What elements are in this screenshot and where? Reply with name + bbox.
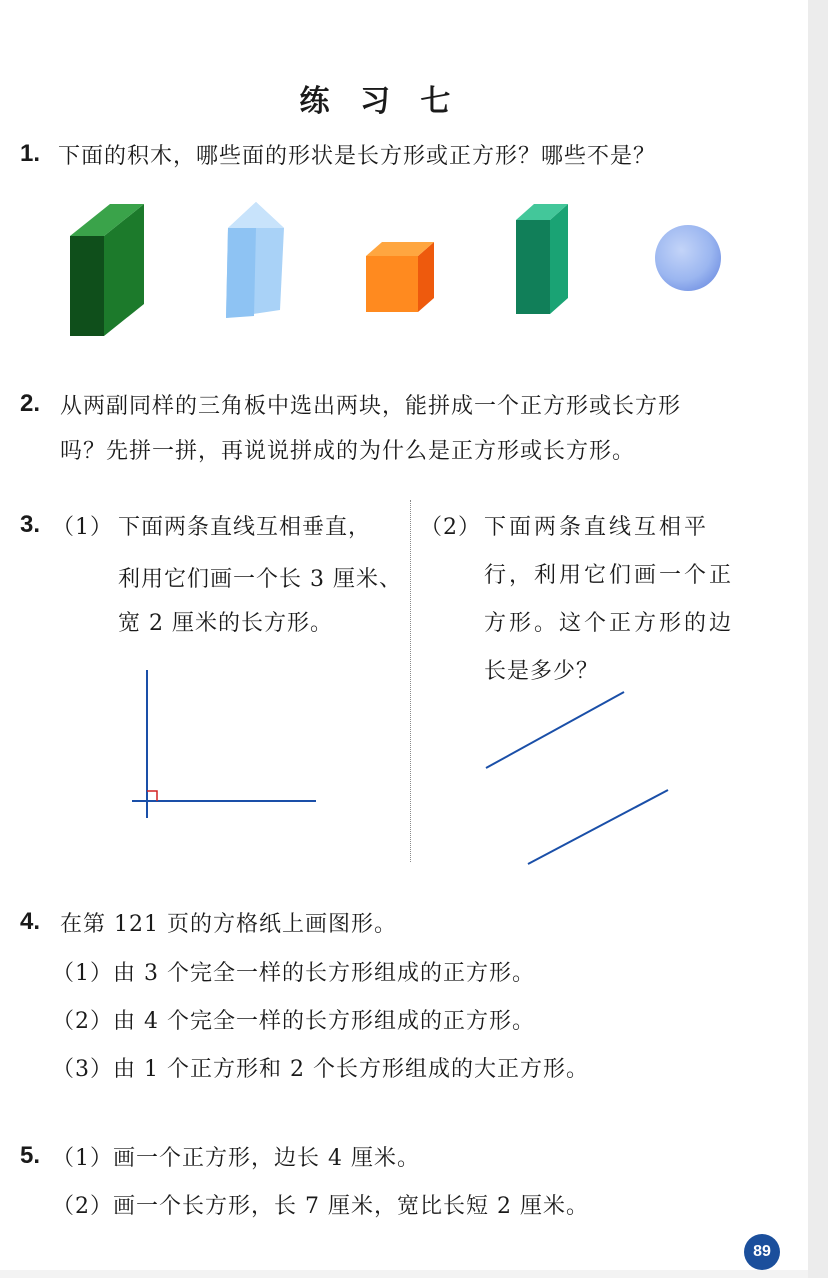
parallel-line-lower	[528, 790, 668, 864]
page-number-badge: 89	[744, 1234, 780, 1270]
column-divider	[410, 500, 411, 862]
parallel-line-upper	[486, 692, 624, 768]
question-3-part-2-line-3: 方形。这个正方形的边	[484, 611, 735, 636]
question-2-number: 2.	[20, 390, 41, 417]
question-3-part-2-line-1: 下面两条直线互相平	[484, 515, 710, 540]
teal-block-front-face	[516, 220, 550, 314]
question-2-line-2: 吗？先拼一拼，再说说拼成的为什么是正方形或长方形。	[60, 439, 636, 464]
green-block-front-face	[70, 236, 104, 336]
question-3-part-1-line-1: 下面两条直线互相垂直，	[118, 515, 372, 540]
blue-prism-illustration	[222, 198, 292, 322]
question-3-part-2-line-2: 行，利用它们画一个正	[484, 563, 735, 588]
question-1-number: 1.	[20, 140, 41, 167]
question-2-line-1: 从两副同样的三角板中选出两块，能拼成一个正方形或长方形	[60, 394, 682, 419]
question-3-part-1-label: （1）	[52, 515, 113, 540]
question-5-item-1: （1）画一个正方形，边长 4 厘米。	[52, 1146, 420, 1171]
question-3-part-2-label: （2）	[420, 515, 481, 540]
page-edge-strip	[808, 0, 828, 1278]
question-4-text: 在第 121 页的方格纸上画图形。	[60, 912, 397, 937]
teal-block-illustration	[512, 200, 574, 318]
blue-prism-top-face	[228, 202, 284, 228]
question-4-item-3: （3）由 1 个正方形和 2 个长方形组成的大正方形。	[52, 1057, 589, 1082]
question-4-item-2: （2）由 4 个完全一样的长方形组成的正方形。	[52, 1009, 535, 1034]
exercise-title: 练 习 七	[299, 84, 461, 119]
blue-prism-front-face	[226, 228, 256, 318]
question-3-number: 3.	[20, 511, 41, 538]
teal-block-side-face	[550, 204, 568, 314]
question-4-item-1: （1）由 3 个完全一样的长方形组成的正方形。	[52, 961, 535, 986]
orange-cube-front-face	[366, 256, 418, 312]
question-5-number: 5.	[20, 1142, 41, 1169]
question-3-part-1-line-3: 宽 2 厘米的长方形。	[118, 611, 333, 636]
blue-ball-shape	[655, 225, 721, 291]
orange-cube-illustration	[362, 236, 438, 316]
question-5-item-2: （2）画一个长方形，长 7 厘米，宽比长短 2 厘米。	[52, 1194, 589, 1219]
blue-ball-illustration	[652, 220, 726, 298]
question-3-part-1-line-2: 利用它们画一个长 3 厘米、	[118, 567, 402, 592]
perpendicular-lines-figure	[128, 668, 320, 820]
right-angle-mark	[147, 791, 157, 801]
green-block-illustration	[64, 198, 150, 340]
question-3-part-2-line-4: 长是多少？	[484, 659, 600, 684]
question-1-text: 下面的积木，哪些面的形状是长方形或正方形？哪些不是？	[58, 144, 657, 169]
question-4-number: 4.	[20, 908, 41, 935]
parallel-lines-figure	[480, 686, 676, 868]
